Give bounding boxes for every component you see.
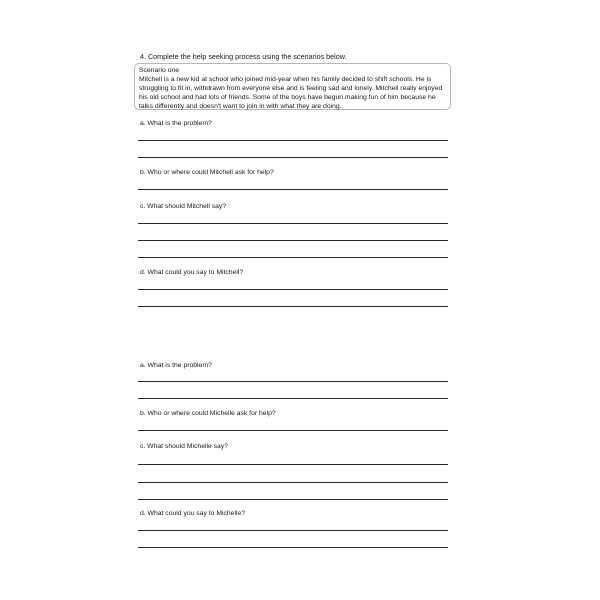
answer-line[interactable] (138, 430, 448, 431)
question-a-problem: a. What is the problem? (140, 120, 212, 127)
answer-line[interactable] (138, 223, 448, 224)
question-b-who-can-help: b. Who or where could Michelle ask for help? (140, 410, 276, 417)
answer-line[interactable] (138, 482, 448, 483)
answer-line[interactable] (138, 398, 448, 399)
answer-line[interactable] (138, 257, 448, 258)
question-c-what-to-say: c. What should Mitchell say? (140, 203, 227, 210)
scenario-text: Mitchell is a new kid at school who joined mid-year when his family decided to shift schools. He is struggling to fit in, withdrawn from everyone else and is feeling sad and lonely. Mitchell really enjoyed his old school and had lots of friends. Some of the boys have begun making fun of him because he talks differently and doesn't want to join in with what they are doing. (139, 76, 443, 110)
question-b-who-can-help: b. Who or where could Mitchell ask for help? (140, 169, 274, 176)
answer-line[interactable] (138, 306, 448, 307)
question-d-what-you-say: d. What could you say to Mitchell? (140, 269, 244, 276)
answer-line[interactable] (138, 157, 448, 158)
answer-line[interactable] (138, 530, 448, 531)
answer-line[interactable] (138, 464, 448, 465)
instruction-text: 4. Complete the help seeking process using the scenarios below. (140, 52, 347, 61)
answer-line[interactable] (138, 381, 448, 382)
answer-line[interactable] (138, 240, 448, 241)
scenario-title: Scenario one (139, 67, 180, 74)
scenario-box (134, 63, 451, 110)
answer-line[interactable] (138, 140, 448, 141)
answer-line[interactable] (138, 547, 448, 548)
question-c-what-to-say: c. What should Michelle say? (140, 443, 229, 450)
question-a-problem: a. What is the problem? (140, 362, 212, 369)
question-d-what-you-say: d. What could you say to Michelle? (140, 510, 246, 517)
answer-line[interactable] (138, 289, 448, 290)
answer-line[interactable] (138, 189, 448, 190)
answer-line[interactable] (138, 499, 448, 500)
